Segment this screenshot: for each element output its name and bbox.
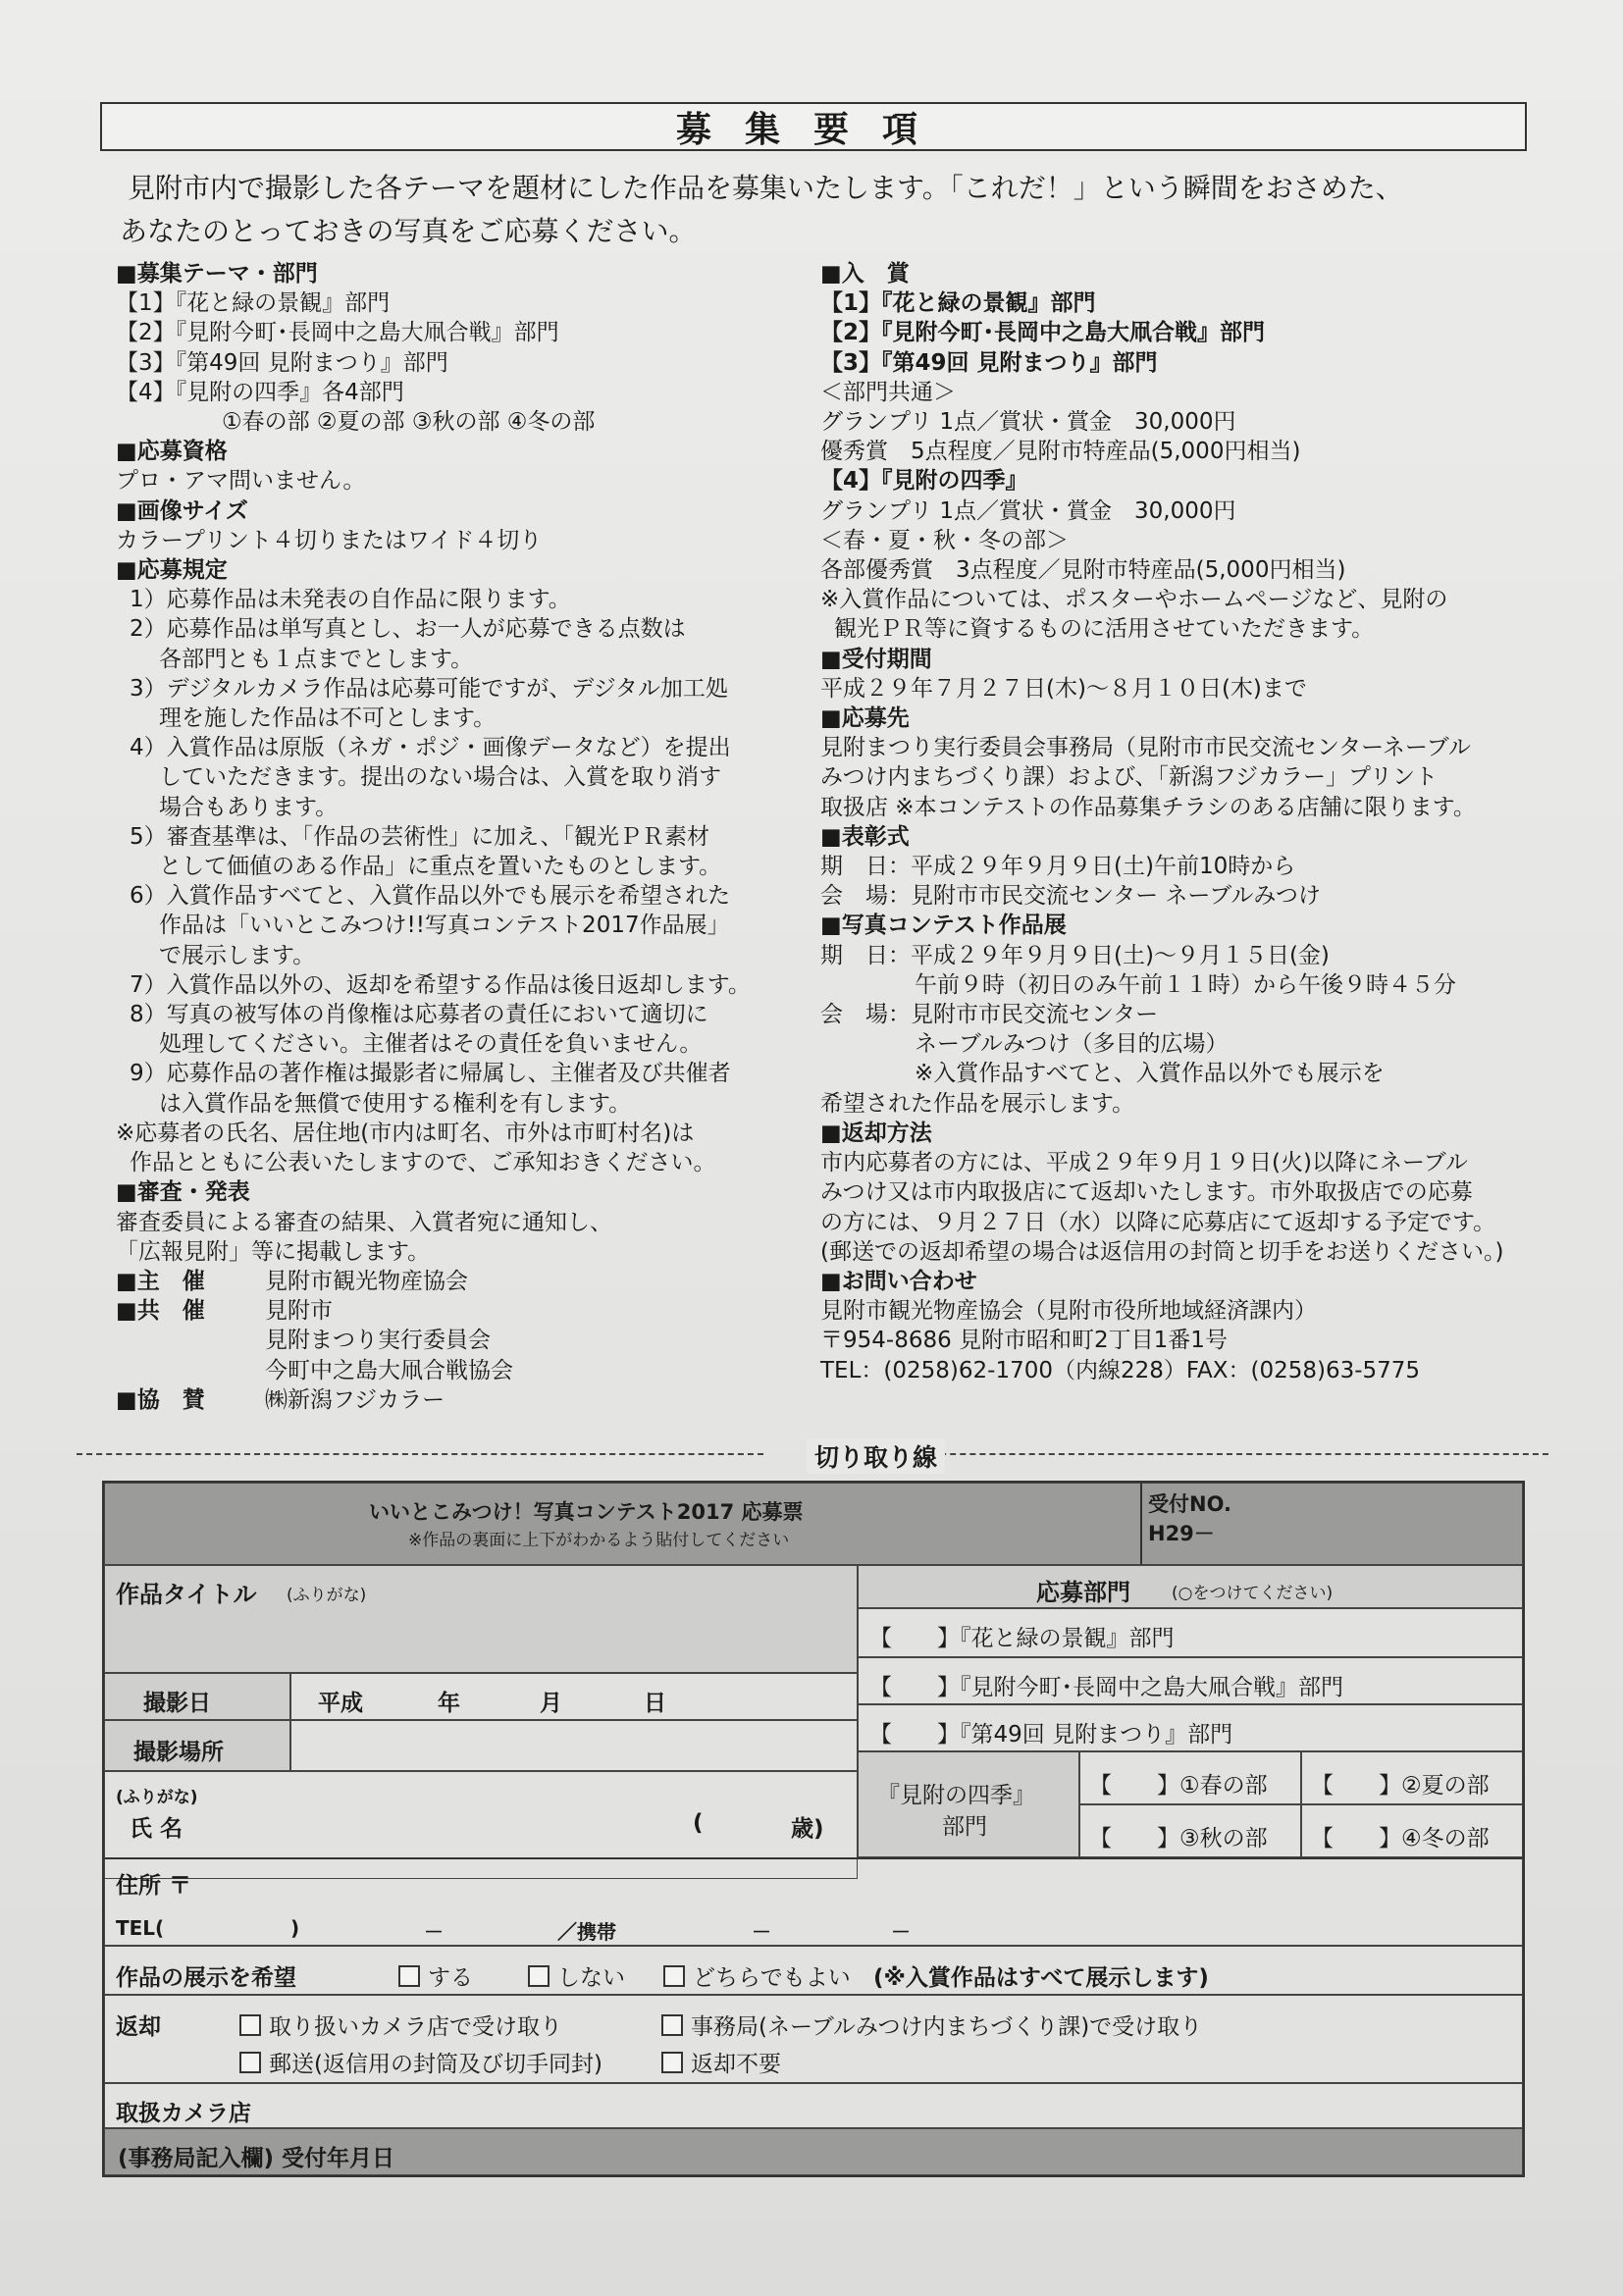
organizer-role	[116, 1326, 265, 1355]
exhibit-option-yes[interactable]	[398, 1959, 473, 1992]
organizer-row	[116, 1385, 822, 1415]
right-heading: ■応募先	[820, 705, 910, 732]
cut-line-dash	[77, 1453, 763, 1455]
checkbox-icon	[239, 2052, 261, 2073]
intro-line: あなたのとっておきの写真をご応募ください。	[120, 215, 697, 247]
cut-line	[77, 1440, 1548, 1472]
right-heading: 【2】『見附今町･長岡中之島大凧合戦』部門	[820, 320, 1266, 346]
right-line: 各部優秀賞 3点程度／見附市特産品(5,000円相当)	[820, 557, 1346, 584]
organizer-role: ■共 催	[116, 1298, 205, 1325]
right-line: ＜部門共通＞	[820, 379, 956, 405]
right-line: 会 場：見附市市民交流センター ネーブルみつけ	[820, 883, 1321, 910]
organizer-name: 見附市	[265, 1298, 333, 1325]
title-box	[100, 102, 1527, 151]
checkbox-icon	[239, 2014, 261, 2036]
return-option-label: 返却不要	[691, 2052, 781, 2077]
right-column	[820, 259, 1566, 1385]
right-line: グランプリ 1点／賞状・賞金 30,000円	[820, 409, 1236, 436]
mobile-label: ／携帯	[557, 1920, 616, 1944]
left-line: 4）入賞作品は原版（ネガ・ポジ・画像データなど）を提出	[130, 735, 731, 761]
right-heading: ■お問い合わせ	[820, 1268, 977, 1294]
organizer-role	[116, 1356, 265, 1385]
work-title-furigana: (ふりがな)	[287, 1586, 367, 1605]
organizer-row	[116, 1296, 822, 1326]
right-line: グランプリ 1点／賞状・賞金 30,000円	[820, 497, 1236, 524]
right-heading: ■写真コンテスト作品展	[820, 913, 1067, 939]
right-line: 優秀賞 5点程度／見附市特産品(5,000円相当)	[820, 439, 1301, 465]
right-heading: ■受付期間	[820, 646, 932, 672]
season-label: 【 】③秋の部	[1089, 1826, 1268, 1852]
left-line: 9）応募作品の著作権は撮影者に帰属し、主催者及び共催者	[130, 1061, 731, 1087]
cut-line-dash	[920, 1453, 1548, 1455]
right-line: ネーブルみつけ（多目的広場）	[915, 1031, 1229, 1058]
cut-line-label: 切り取り線	[807, 1438, 945, 1474]
season-label: 【 】①春の部	[1089, 1773, 1268, 1799]
work-title-label: 作品タイトル	[116, 1581, 257, 1608]
right-line: 観光ＰＲ等に資するものに活用させていただきます。	[834, 616, 1375, 643]
right-line: ※入賞作品すべてと、入賞作品以外でも展示を	[915, 1061, 1385, 1087]
organizer-name: 見附まつり実行委員会	[265, 1328, 491, 1354]
season-label: 【 】④冬の部	[1311, 1826, 1490, 1852]
right-heading: 【4】『見附の四季』	[820, 468, 1028, 495]
right-line: ＜春・夏・秋・冬の部＞	[820, 527, 1069, 553]
place-label: 撮影場所	[133, 1740, 224, 1765]
left-line: 8）写真の被写体の肖像権は応募者の責任において適切に	[130, 1002, 708, 1028]
left-line: 2）応募作品は単写真とし、お一人が応募できる点数は	[130, 616, 686, 643]
left-line: で展示します。	[159, 942, 316, 968]
left-heading: ■審査・発表	[116, 1179, 250, 1206]
organizer-name: 見附市観光物産協会	[265, 1268, 468, 1294]
right-line: TEL：(0258)62-1700（内線228）FAX：(0258)63-5775	[820, 1357, 1421, 1383]
category-note: (○をつけてください)	[1172, 1584, 1334, 1603]
organizer-row	[116, 1326, 822, 1355]
left-line: 【2】『見附今町･長岡中之島大凧合戦』部門	[116, 320, 559, 346]
form-note: ※作品の裏面に上下がわかるよう貼付してください	[408, 1531, 790, 1550]
address-field[interactable]	[104, 1857, 1523, 1946]
date-day: 日	[644, 1691, 666, 1716]
return-option-label: 事務局(ネーブルみつけ内まちづくり課)で受け取り	[691, 2014, 1203, 2040]
organizer-row	[116, 1356, 822, 1385]
left-line: 1）応募作品は未発表の自作品に限ります。	[130, 587, 571, 613]
left-heading: ■応募資格	[116, 439, 228, 465]
intro-text	[120, 167, 1541, 253]
left-heading: ■募集テーマ・部門	[116, 261, 318, 287]
left-line: ※応募者の氏名、居住地(市内は町名、市外は市町村名)は	[116, 1120, 695, 1146]
office-use-label: (事務局記入欄) 受付年月日	[118, 2146, 395, 2171]
left-heading: ■画像サイズ	[116, 497, 248, 524]
organizer-name: 今町中之島大凧合戦協会	[265, 1357, 513, 1383]
left-line: 作品とともに公表いたしますので、ご承知おきください。	[130, 1150, 716, 1176]
tel-label: TEL(	[116, 1916, 165, 1940]
left-line: として価値のある作品」に重点を置いたものとします。	[159, 854, 722, 880]
left-line: は入賞作品を無償で使用する権利を有します。	[159, 1090, 632, 1117]
return-option-label: 取り扱いカメラ店で受け取り	[269, 2014, 562, 2040]
left-line: 【1】『花と緑の景観』部門	[116, 290, 391, 317]
right-line: 希望された作品を展示します。	[820, 1090, 1135, 1117]
age-open: (	[693, 1810, 704, 1836]
right-heading: 【1】『花と緑の景観』部門	[820, 290, 1096, 317]
date-month: 月	[540, 1691, 562, 1716]
intro-line: 見附市内で撮影した各テーマを題材にした作品を募集いたします。「これだ！」という瞬間をおさめた、	[128, 172, 1403, 204]
organizer-role: ■協 賛	[116, 1386, 205, 1413]
shop-field[interactable]	[104, 2083, 1523, 2128]
checkbox-icon	[663, 1965, 685, 1987]
exhibit-option-label: どちらでもよい	[693, 1965, 851, 1991]
application-form	[102, 1481, 1525, 2177]
right-line: 平成２９年７月２７日(木)～８月１０日(木)まで	[820, 675, 1307, 702]
name-label: 氏 名	[130, 1816, 183, 1842]
category-option-label: 【 】『花と緑の景観』部門	[869, 1626, 1175, 1651]
right-heading: 【3】『第49回 見附まつり』部門	[820, 349, 1158, 376]
left-line: していただきます。提出のない場合は、入賞を取り消す	[159, 764, 722, 791]
right-line: みつけ内まちづくり課）および、「新潟フジカラー」プリント	[820, 764, 1439, 791]
date-label: 撮影日	[143, 1691, 211, 1716]
receipt-label: 受付NO.	[1148, 1492, 1231, 1516]
right-line: 期 日：平成２９年９月９日(土)～９月１５日(金)	[820, 942, 1330, 968]
organizer-role: ■主 催	[116, 1268, 205, 1294]
exhibit-note: (※入賞作品はすべて展示します)	[873, 1965, 1209, 1991]
date-era: 平成	[318, 1691, 363, 1716]
category-option-label: 【 】『見附今町･長岡中之島大凧合戦』部門	[869, 1675, 1343, 1700]
checkbox-icon	[661, 2052, 683, 2073]
checkbox-icon	[528, 1965, 550, 1987]
right-line: 見附まつり実行委員会事務局（見附市市民交流センターネーブル	[820, 735, 1471, 761]
right-line: 市内応募者の方には、平成２９年９月１９日(火)以降にネーブル	[820, 1150, 1468, 1176]
return-option-mail[interactable]	[239, 2046, 602, 2078]
category-option-label: 【 】『第49回 見附まつり』部門	[869, 1722, 1233, 1748]
tel-dash: －	[424, 1920, 444, 1944]
right-heading: ■返却方法	[820, 1120, 932, 1146]
return-option-label: 郵送(返信用の封筒及び切手同封)	[269, 2052, 602, 2077]
age-label: 歳)	[791, 1816, 824, 1842]
name-furigana: (ふりがな)	[116, 1788, 198, 1807]
mobile-dash: －	[752, 1920, 771, 1944]
left-line: 作品は「いいとこみつけ!!写真コンテスト2017作品展」	[159, 913, 730, 939]
exhibit-label: 作品の展示を希望	[116, 1965, 296, 1991]
checkbox-icon	[661, 2014, 683, 2036]
right-line: の方には、９月２７日（水）以降に応募店にて返却する予定です。	[820, 1209, 1496, 1235]
mobile-dash: －	[891, 1920, 911, 1944]
receipt-value: H29－	[1148, 1522, 1215, 1545]
shiki-label: 部門	[942, 1814, 987, 1840]
left-line: 処理してください。主催者はその責任を負いません。	[159, 1031, 703, 1058]
date-year: 年	[438, 1691, 460, 1716]
right-line: (郵送での返却希望の場合は返信用の封筒と切手をお送りください。)	[820, 1238, 1504, 1265]
left-line: 3）デジタルカメラ作品は応募可能ですが、デジタル加工処	[130, 675, 728, 702]
shop-label: 取扱カメラ店	[116, 2101, 251, 2126]
left-line: プロ・アマ問いません。	[116, 468, 366, 495]
exhibit-option-no[interactable]	[528, 1959, 625, 1992]
left-line: 各部門とも１点までとします。	[159, 646, 474, 672]
right-line: 取扱店 ※本コンテストの作品募集チラシのある店舗に限ります。	[820, 794, 1476, 820]
right-line: 〒954-8686 見附市昭和町2丁目1番1号	[820, 1328, 1228, 1354]
left-line: 【4】『見附の四季』各4部門	[116, 379, 404, 405]
right-heading: ■入 賞	[820, 261, 910, 287]
exhibit-option-either[interactable]	[663, 1959, 851, 1992]
left-line: 7）入賞作品以外の、返却を希望する作品は後日返却します。	[130, 971, 751, 998]
organizer-row	[116, 1267, 822, 1296]
left-line: カラープリント４切りまたはワイド４切り	[116, 527, 543, 553]
left-line: 5）審査基準は、「作品の芸術性」に加え、「観光ＰＲ素材	[130, 823, 710, 850]
left-line: 場合もあります。	[159, 794, 339, 820]
left-line: ①春の部 ②夏の部 ③秋の部 ④冬の部	[222, 409, 596, 436]
left-line: 審査委員による審査の結果、入賞者宛に通知し、	[116, 1209, 612, 1235]
place-field[interactable]	[290, 1720, 858, 1771]
shiki-label: 『見附の四季』	[877, 1783, 1035, 1808]
left-column	[116, 259, 822, 1415]
exhibit-option-label: する	[428, 1965, 473, 1991]
return-option-none[interactable]	[661, 2046, 781, 2078]
return-label: 返却	[116, 2014, 161, 2040]
page-title: 募集要項	[675, 109, 951, 150]
right-heading: ■表彰式	[820, 823, 910, 850]
right-line: みつけ又は市内取扱店にて返却いたします。市外取扱店での応募	[820, 1179, 1473, 1206]
return-option-office[interactable]	[661, 2009, 1202, 2041]
category-label: 応募部門	[1036, 1579, 1130, 1606]
right-line: ※入賞作品については、ポスターやホームページなど、見附の	[820, 587, 1448, 613]
left-heading: ■応募規定	[116, 557, 228, 584]
tel-paren: )	[290, 1916, 300, 1940]
right-line: 期 日：平成２９年９月９日(土)午前10時から	[820, 854, 1296, 880]
address-label: 住所 〒	[116, 1873, 192, 1899]
exhibit-option-label: しない	[557, 1965, 625, 1991]
left-line: 「広報見附」等に掲載します。	[116, 1238, 431, 1265]
left-line: 【3】『第49回 見附まつり』部門	[116, 349, 448, 376]
season-label: 【 】②夏の部	[1311, 1773, 1490, 1799]
left-line: 理を施した作品は不可とします。	[159, 705, 497, 732]
left-line: 6）入賞作品すべてと、入賞作品以外でも展示を希望された	[130, 883, 731, 910]
checkbox-icon	[398, 1965, 420, 1987]
organizer-name: ㈱新潟フジカラー	[265, 1386, 445, 1413]
right-line: 午前９時（初日のみ午前１１時）から午後９時４５分	[915, 971, 1456, 998]
date-field[interactable]	[290, 1673, 858, 1720]
form-title: いいとこみつけ！写真コンテスト2017 応募票	[369, 1500, 804, 1524]
right-line: 会 場：見附市市民交流センター	[820, 1002, 1159, 1028]
right-line: 見附市観光物産協会（見附市役所地域経済課内）	[820, 1298, 1317, 1325]
return-option-shop[interactable]	[239, 2009, 562, 2041]
